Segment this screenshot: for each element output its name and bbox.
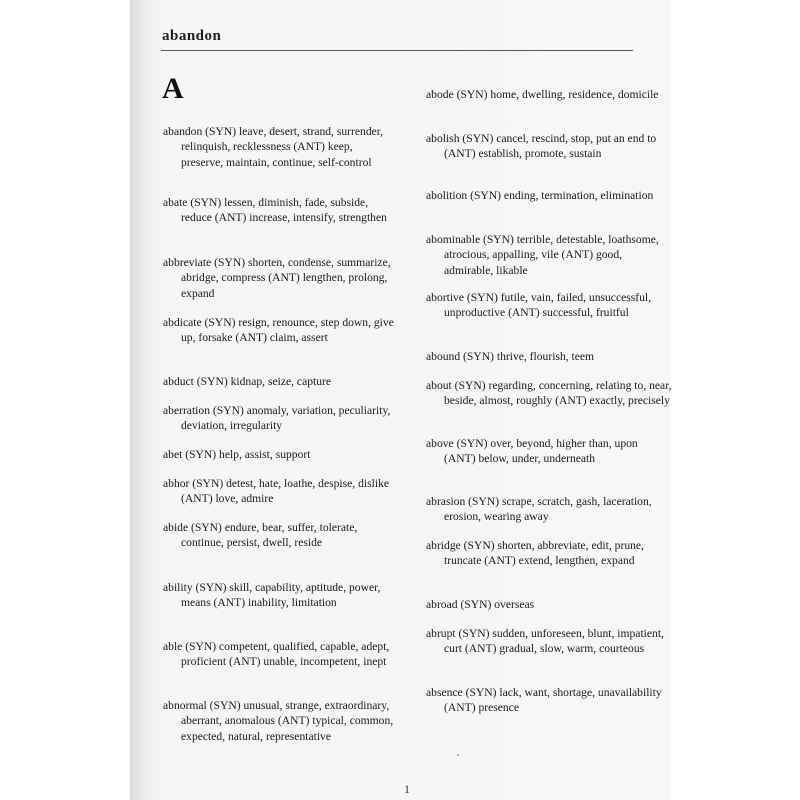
entry-aberration: aberration (SYN) anomaly, variation, peculiarity, deviation, irregularity [163, 404, 391, 433]
entry-abide: abide (SYN) endure, bear, suffer, tolerate, continue, persist, dwell, reside [163, 521, 358, 550]
page-number: 1 [404, 782, 410, 796]
entry-abate: abate (SYN) lessen, diminish, fade, subside, reduce (ANT) increase, intensify, strengthen [163, 196, 387, 225]
entry-above: above (SYN) over, beyond, higher than, upon (ANT) below, under, underneath [426, 437, 638, 466]
entry-abandon: abandon (SYN) leave, desert, strand, surrender, relinquish, recklessness (ANT) keep, preserve, maintain, continue, self-control [163, 125, 384, 169]
entry-absence: absence (SYN) lack, want, shortage, unavailability (ANT) presence [426, 686, 662, 715]
entry-abode: abode (SYN) home, dwelling, residence, domicile [426, 88, 659, 101]
entry-abroad: abroad (SYN) overseas [426, 598, 535, 611]
entry-abrasion: abrasion (SYN) scrape, scratch, gash, laceration, erosion, wearing away [426, 495, 652, 524]
entry-abridge: abridge (SYN) shorten, abbreviate, edit, prune, truncate (ANT) extend, lengthen, expand [426, 539, 644, 568]
entry-abbreviate: abbreviate (SYN) shorten, condense, summarize, abridge, compress (ANT) lengthen, prolong, expand [163, 256, 391, 300]
scan-speck [457, 754, 459, 756]
entry-abnormal: abnormal (SYN) unusual, strange, extraordinary, aberrant, anomalous (ANT) typical, common, expected, natural, representative [163, 699, 394, 743]
entry-abominable: abominable (SYN) terrible, detestable, loathsome, atrocious, appalling, vile (ANT) good, admirable, likable [426, 233, 659, 277]
entry-abolish: abolish (SYN) cancel, rescind, stop, put an end to (ANT) establish, promote, sustain [426, 132, 657, 161]
entry-abduct: abduct (SYN) kidnap, seize, capture [163, 375, 332, 388]
entry-about: about (SYN) regarding, concerning, relating to, near, beside, almost, roughly (ANT) exactly, precisely [426, 379, 672, 408]
dictionary-page [130, 0, 670, 800]
entry-abortive: abortive (SYN) futile, vain, failed, unsuccessful, unproductive (ANT) successful, fruitful [426, 291, 652, 320]
entry-ability: ability (SYN) skill, capability, aptitude, power, means (ANT) inability, limitation [163, 581, 381, 610]
entry-abhor: abhor (SYN) detest, hate, loathe, despise, dislike (ANT) love, admire [163, 477, 390, 506]
running-head: abandon [162, 28, 222, 44]
entry-abound: abound (SYN) thrive, flourish, teem [426, 350, 595, 363]
header-rule [161, 50, 633, 51]
entry-able: able (SYN) competent, qualified, capable, adept, proficient (ANT) unable, incompetent, inept [163, 640, 390, 669]
section-letter: A [162, 72, 184, 105]
entry-abdicate: abdicate (SYN) resign, renounce, step down, give up, forsake (ANT) claim, assert [163, 316, 394, 345]
entry-abet: abet (SYN) help, assist, support [163, 448, 311, 461]
entry-abrupt: abrupt (SYN) sudden, unforeseen, blunt, impatient, curt (ANT) gradual, slow, warm, courteous [426, 627, 664, 656]
entry-abolition: abolition (SYN) ending, termination, elimination [426, 189, 654, 202]
